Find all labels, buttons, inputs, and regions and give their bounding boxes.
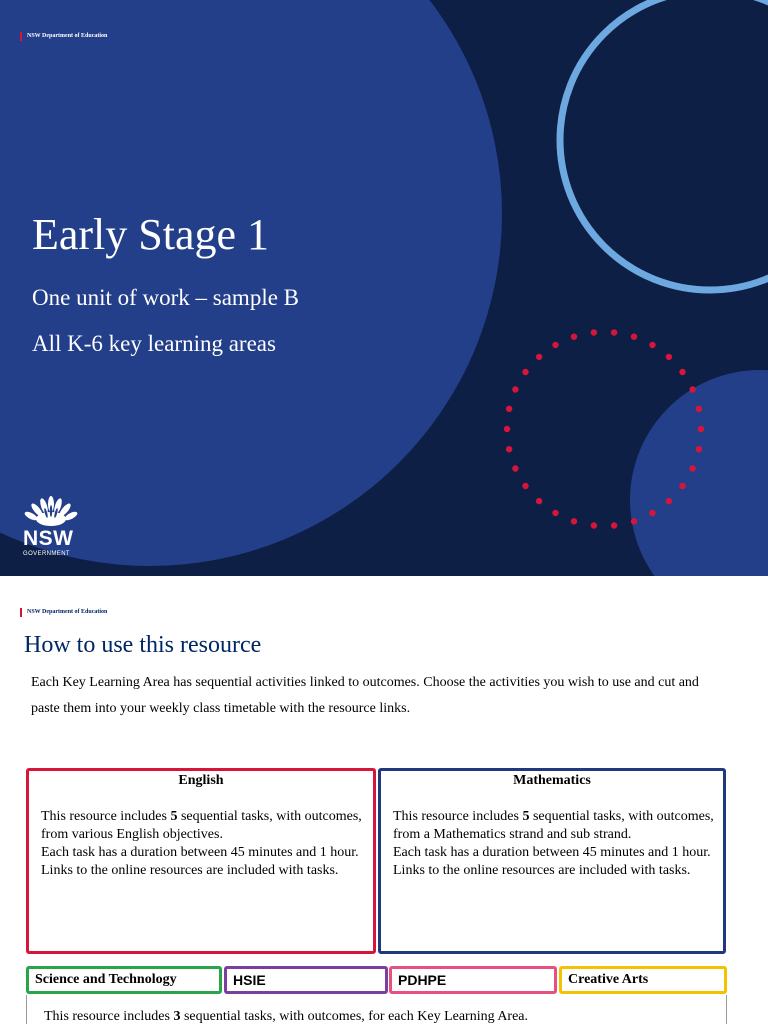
- english-links-note: Links to the online resources are included with tasks.: [41, 863, 339, 878]
- red-dot: [506, 446, 512, 452]
- red-dot: [591, 329, 597, 335]
- red-dot: [591, 522, 597, 528]
- tab-hsie: HSIE: [224, 966, 388, 994]
- maths-text-start: This resource includes: [393, 809, 523, 824]
- english-duration: Each task has a duration between 45 minutes and 1 hour.: [41, 845, 359, 860]
- english-text-start: This resource includes: [41, 809, 171, 824]
- mathematics-panel: [378, 768, 726, 954]
- red-dot: [512, 386, 518, 392]
- red-dot: [611, 329, 617, 335]
- shared-text-start: This resource includes: [44, 1009, 174, 1024]
- maths-text-end: sequential tasks, with outcomes, from a Mathematics strand and sub strand.: [393, 809, 714, 842]
- how-to-use-slide: [0, 576, 768, 1024]
- red-dot: [679, 369, 685, 375]
- light-blue-ring: [560, 0, 768, 290]
- red-dot: [649, 510, 655, 516]
- cover-subtitle: One unit of work – sample B: [32, 285, 300, 310]
- small-blue-circle: [630, 370, 768, 576]
- red-dot: [689, 465, 695, 471]
- mathematics-title: Mathematics: [513, 773, 591, 788]
- shared-kla-description: [44, 1008, 528, 1024]
- cover-subtitle-areas: All K-6 key learning areas: [32, 331, 276, 356]
- red-dot: [679, 483, 685, 489]
- red-dot: [522, 369, 528, 375]
- red-dot: [504, 426, 510, 432]
- page-title: How to use this resource: [24, 632, 262, 658]
- mathematics-description: [393, 808, 717, 880]
- english-text-end: sequential tasks, with outcomes, from various English objectives.: [41, 809, 362, 842]
- intro-paragraph: Each Key Learning Area has sequential activities linked to outcomes. Choose the activities you wish to use and cut and paste them into your weekly class timetable with the resource links.: [31, 675, 699, 716]
- large-blue-circle: [0, 0, 502, 566]
- red-dot: [698, 426, 704, 432]
- red-dot: [666, 354, 672, 360]
- red-dot: [611, 522, 617, 528]
- red-dot: [696, 446, 702, 452]
- english-description: [41, 808, 367, 880]
- tab-creative-arts: Creative Arts: [559, 966, 727, 994]
- red-dot: [552, 510, 558, 516]
- red-dot: [522, 483, 528, 489]
- maths-task-count: 5: [522, 809, 530, 824]
- red-dot: [631, 334, 637, 340]
- red-dot: [571, 334, 577, 340]
- government-wordmark: GOVERNMENT: [23, 551, 71, 557]
- red-dot: [512, 465, 518, 471]
- red-dot: [552, 342, 558, 348]
- red-dot: [536, 354, 542, 360]
- cover-title: Early Stage 1: [32, 210, 270, 259]
- english-panel: [26, 768, 376, 954]
- red-dot: [666, 498, 672, 504]
- english-task-count: 5: [170, 809, 178, 824]
- department-label: NSW Department of Education: [20, 32, 107, 41]
- tab-science-and-technology: Science and Technology: [26, 966, 222, 994]
- tab-pdhpe: PDHPE: [389, 966, 557, 994]
- waratah-icon: [22, 495, 80, 529]
- red-dot: [649, 342, 655, 348]
- department-label: NSW Department of Education: [20, 608, 107, 617]
- red-dot: [571, 518, 577, 524]
- nsw-government-logo: [20, 495, 84, 565]
- red-dot: [696, 406, 702, 412]
- mathematics-links-note: Links to the online resources are included with tasks.: [393, 863, 691, 878]
- shared-task-count: 3: [173, 1009, 181, 1024]
- mathematics-duration: Each task has a duration between 45 minutes and 1 hour.: [393, 845, 711, 860]
- red-dot: [631, 518, 637, 524]
- red-dot: [689, 386, 695, 392]
- red-dot: [506, 406, 512, 412]
- red-dot: [536, 498, 542, 504]
- shared-text-end: sequential tasks, with outcomes, for each Key Learning Area.: [180, 1009, 529, 1024]
- nsw-wordmark: NSW: [23, 527, 74, 550]
- english-title: English: [178, 773, 224, 788]
- shared-kla-panel: [26, 995, 727, 1024]
